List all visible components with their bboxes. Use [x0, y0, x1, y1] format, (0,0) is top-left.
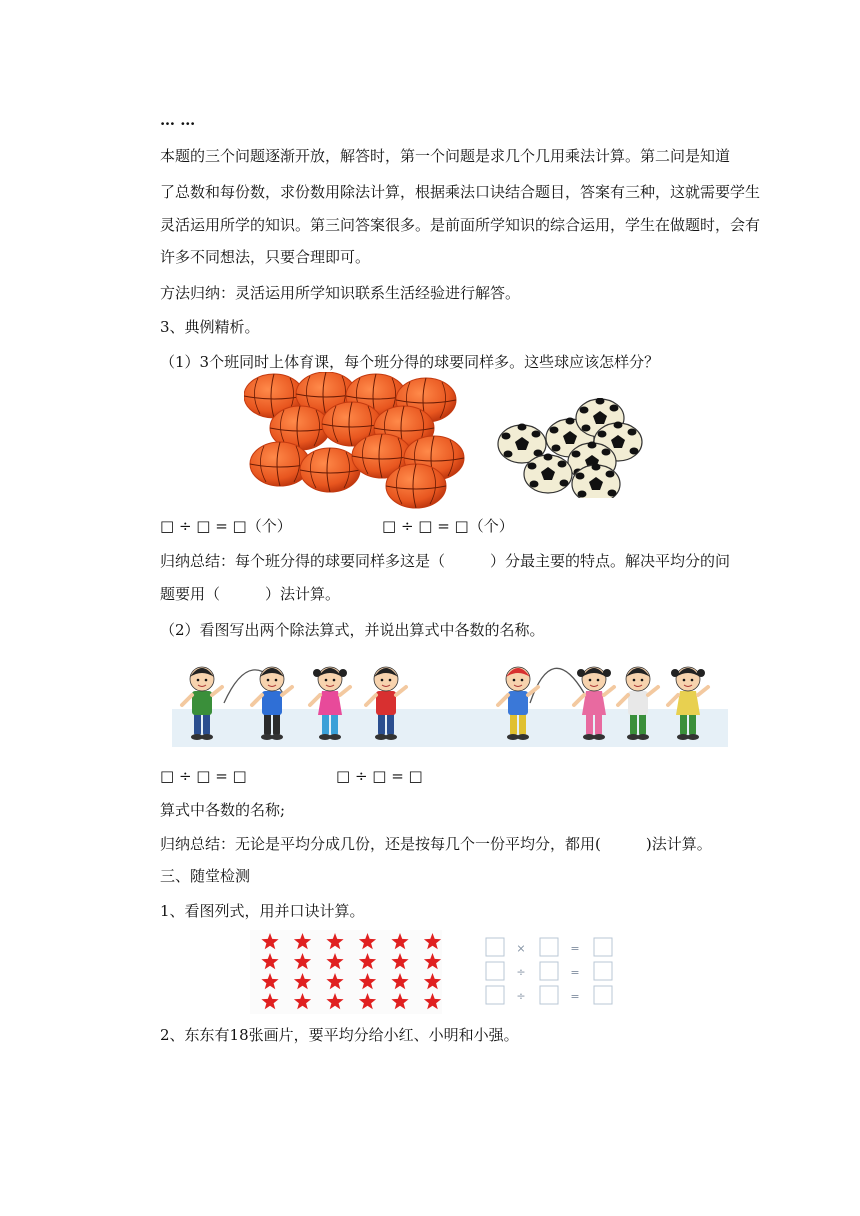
- example-1-formula-right: □ ÷ □ = □（个）: [382, 517, 514, 535]
- grid-eq-2: =: [570, 966, 580, 979]
- example-1-summary-line-1: 归纳总结：每个班分得的球要同样多这是（ ）分最主要的特点。解决平均分的问: [160, 552, 731, 570]
- example-1-question: （1）3个班同时上体育课，每个班分得的球要同样多。这些球应该怎样分？: [160, 353, 660, 371]
- example-2-formula-right: □ ÷ □ = □: [336, 767, 423, 785]
- question-2-text: 2、东东有18张画片，要平均分给小红、小明和小强。: [160, 1026, 519, 1044]
- answer-box[interactable]: [486, 938, 504, 956]
- analysis-line-2: 了总数和每份数，求份数用除法计算，根据乘法口诀结合题目，答案有三种，这就需要学生: [160, 183, 761, 201]
- answer-box[interactable]: [594, 962, 612, 980]
- answer-boxes-grid: [484, 936, 618, 1008]
- soccer-ball-group: [498, 398, 642, 498]
- grid-op-2: ÷: [516, 966, 526, 979]
- example-2-formula-left: □ ÷ □ = □: [160, 767, 247, 785]
- analysis-line-4: 许多不同想法，只要合理即可。: [160, 248, 371, 266]
- answer-box-group: [486, 938, 612, 1004]
- answer-box[interactable]: [486, 986, 504, 1004]
- answer-box[interactable]: [540, 986, 558, 1004]
- number-names-label: 算式中各数的名称;: [160, 801, 286, 819]
- answer-box[interactable]: [594, 938, 612, 956]
- example-2-question: （2）看图写出两个除法算式，并说出算式中各数的名称。: [160, 621, 545, 639]
- section-3-heading: 3、典例精析。: [160, 318, 260, 336]
- answer-box[interactable]: [486, 962, 504, 980]
- question-1-text: 1、看图列式，用并口诀计算。: [160, 902, 365, 920]
- answer-box[interactable]: [540, 962, 558, 980]
- grid-eq-3: =: [570, 990, 580, 1003]
- example-1-formula-left: □ ÷ □ = □（个）: [160, 517, 292, 535]
- analysis-line-3: 灵活运用所学的知识。第三问答案很多。是前面所学知识的综合运用，学生在做题时，会有: [160, 216, 761, 234]
- basketball: [386, 464, 446, 508]
- basketball: [300, 448, 360, 492]
- section-test-heading: 三、随堂检测: [160, 867, 251, 885]
- analysis-line-1: 本题的三个问题逐渐开放，解答时，第一个问题是求几个几用乘法计算。第二问是知道: [160, 147, 731, 165]
- ellipsis: … …: [160, 111, 196, 129]
- example-2-summary: 归纳总结：无论是平均分成几份，还是按每几个一份平均分，都用( )法计算。: [160, 835, 712, 853]
- method-summary: 方法归纳：灵活运用所学知识联系生活经验进行解答。: [160, 284, 521, 302]
- example-1-summary-line-2: 题要用（ ）法计算。: [160, 585, 341, 603]
- grid-eq-1: =: [570, 942, 580, 955]
- answer-box[interactable]: [540, 938, 558, 956]
- grid-op-3: ÷: [516, 990, 526, 1003]
- grid-op-1: ×: [516, 942, 526, 955]
- stars-grid-illustration: [250, 930, 442, 1014]
- jump-rope-illustration: [172, 653, 728, 749]
- basketballs-illustration: [244, 372, 474, 510]
- soccer-balls-illustration: [496, 398, 646, 498]
- basketball-group: [244, 372, 464, 508]
- answer-box[interactable]: [594, 986, 612, 1004]
